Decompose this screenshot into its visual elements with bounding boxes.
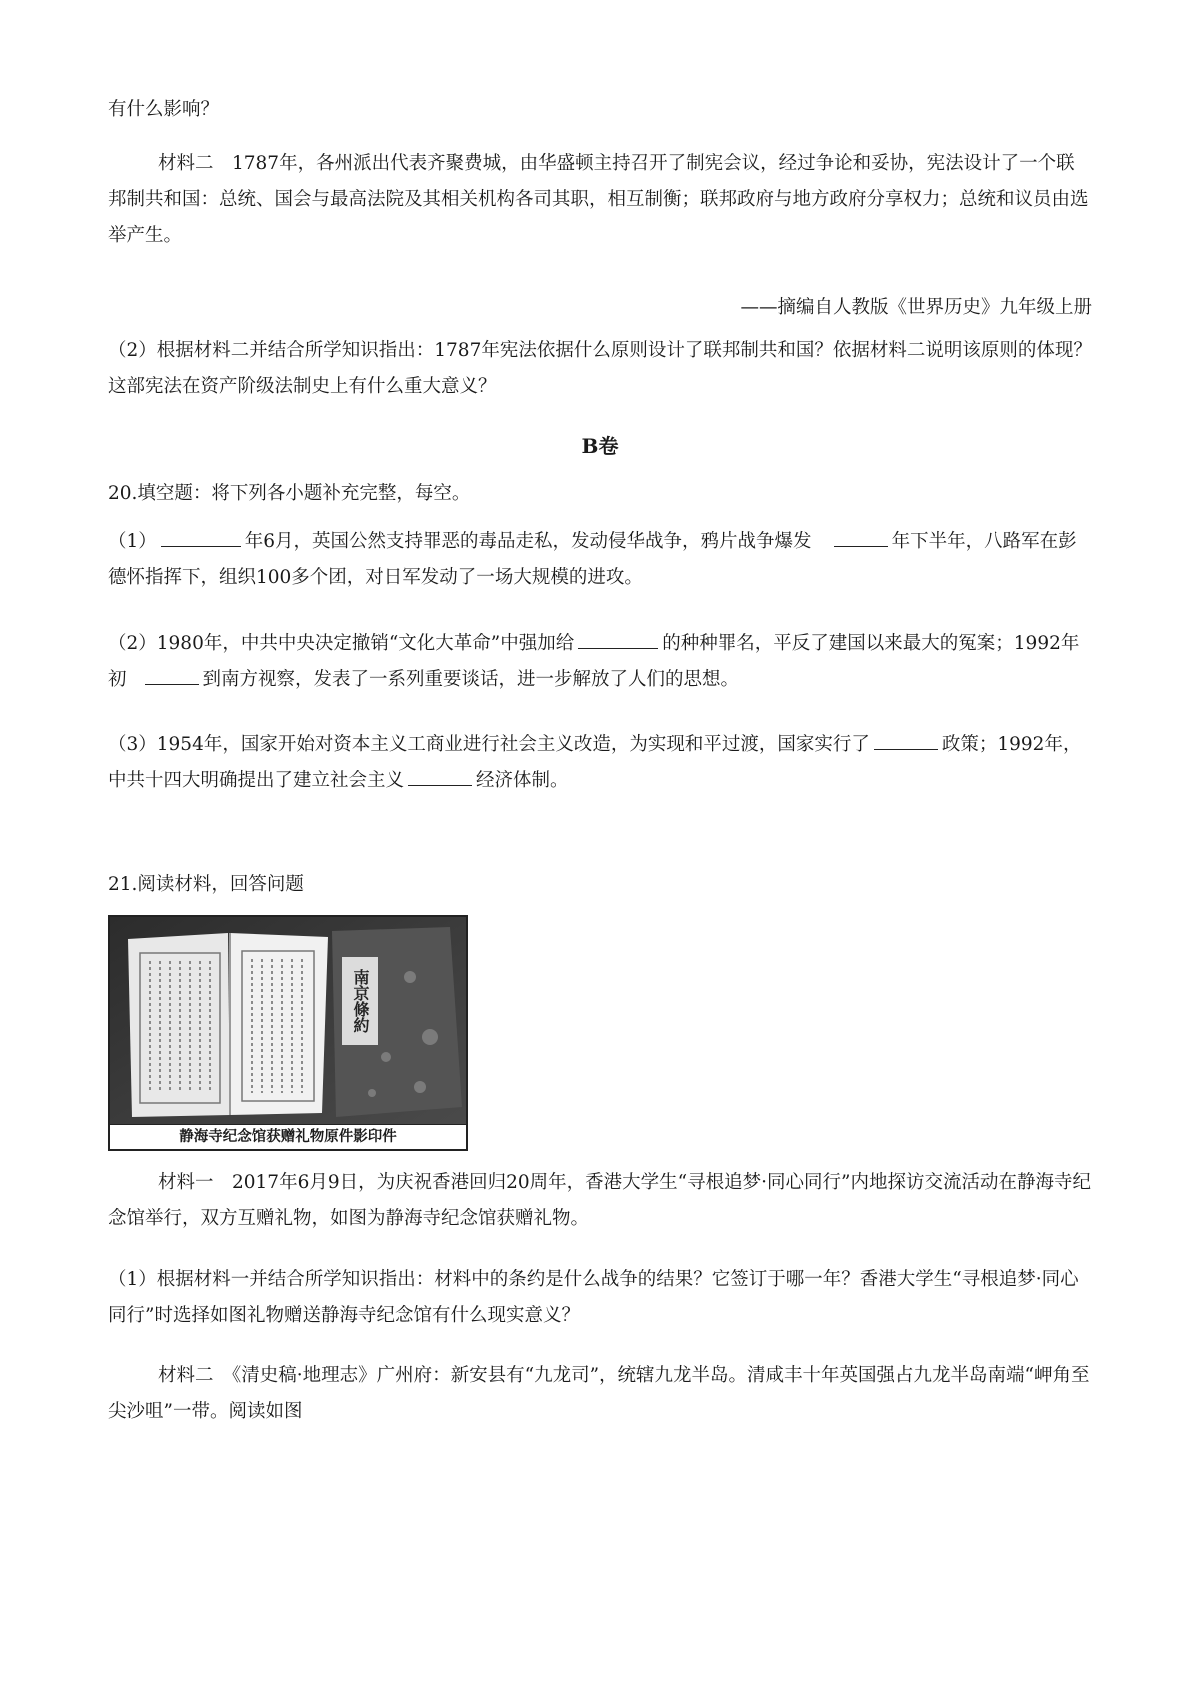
figure-caption: 静海寺纪念馆获赠礼物原件影印件 bbox=[110, 1124, 466, 1149]
q20-item-1-part-b: 年6月，英国公然支持罪恶的毒品走私，发动侵华战争，鸦片战争爆发 bbox=[244, 531, 812, 552]
fill-blank bbox=[578, 626, 658, 649]
fill-blank bbox=[161, 524, 241, 547]
q20-item-3-part-c: 经济体制。 bbox=[476, 770, 569, 791]
q21-title: 21.阅读材料，回答问题 bbox=[108, 874, 304, 895]
treaty-document-photo bbox=[110, 917, 466, 1125]
fill-blank bbox=[408, 763, 472, 786]
q19-material-2: 材料二 1787年，各州派出代表齐聚费城，由华盛顿主持召开了制宪会议，经过争论和妥协，宪法设计了一个联邦制共和国：总统、国会与最高法院及其相关机构各司其职，相互制衡；联邦政府与地方政府分享权力；总统和议员由选举产生。 bbox=[108, 153, 1089, 246]
fill-blank bbox=[834, 524, 888, 547]
q19-continuation-line: 有什么影响？ bbox=[108, 99, 220, 120]
treaty-document-illustration bbox=[110, 917, 466, 1125]
q20-item-3-part-a: （3）1954年，国家开始对资本主义工商业进行社会主义改造，为实现和平过渡，国家实行了 bbox=[108, 734, 870, 755]
q20-item-3-part-b: 政策；1992年，中共十四大明确提出了建立社会主义 bbox=[108, 734, 1082, 791]
q20-item-3 bbox=[108, 727, 1092, 799]
section-b-title: B卷 bbox=[581, 434, 619, 458]
q20-item-2-part-c: 到南方视察，发表了一系列重要谈话，进一步解放了人们的思想。 bbox=[202, 669, 740, 690]
q20-item-1 bbox=[108, 524, 1092, 596]
book-title-label: 南京條約 bbox=[351, 969, 370, 1033]
q20-item-2-part-a: （2）1980年，中共中央决定撤销“文化大革命”中强加给 bbox=[108, 633, 575, 654]
q20-title: 20.填空题：将下列各小题补充完整，每空。 bbox=[108, 483, 471, 504]
q19-question-2: （2）根据材料二并结合所学知识指出：1787年宪法依据什么原则设计了联邦制共和国？依据材料二说明该原则的体现？这部宪法在资产阶级法制史上有什么重大意义？ bbox=[108, 340, 1092, 397]
treaty-gift-figure bbox=[108, 915, 468, 1151]
q21-material-2: 材料二 《清史稿·地理志》广州府：新安县有“九龙司”，统辖九龙半岛。清咸丰十年英国强占九龙半岛南端“岬角至尖沙咀”一带。阅读如图 bbox=[108, 1365, 1090, 1422]
fill-blank bbox=[145, 662, 199, 685]
q20-item-2-part-b: 的种种罪名，平反了建国以来最大的冤案；1992年初 bbox=[108, 633, 1080, 690]
q19-material-2-source: ——摘编自人教版《世界历史》九年级上册 bbox=[740, 297, 1092, 318]
q20-item-1-part-c: 年下半年，八路军在彭德怀指挥下，组织100多个团，对日军发动了一场大规模的进攻。 bbox=[108, 531, 1077, 588]
q21-material-1: 材料一 2017年6月9日，为庆祝香港回归20周年，香港大学生“寻根追梦·同心同行”内地探访交流活动在静海寺纪念馆举行，双方互赠礼物，如图为静海寺纪念馆获赠礼物。 bbox=[108, 1172, 1091, 1229]
q21-question-1: （1）根据材料一并结合所学知识指出：材料中的条约是什么战争的结果？它签订于哪一年？香港大学生“寻根追梦·同心同行”时选择如图礼物赠送静海寺纪念馆有什么现实意义？ bbox=[108, 1269, 1079, 1326]
fill-blank bbox=[874, 727, 938, 750]
q20-item-2 bbox=[108, 626, 1092, 698]
q20-item-1-part-a: （1） bbox=[108, 531, 157, 552]
